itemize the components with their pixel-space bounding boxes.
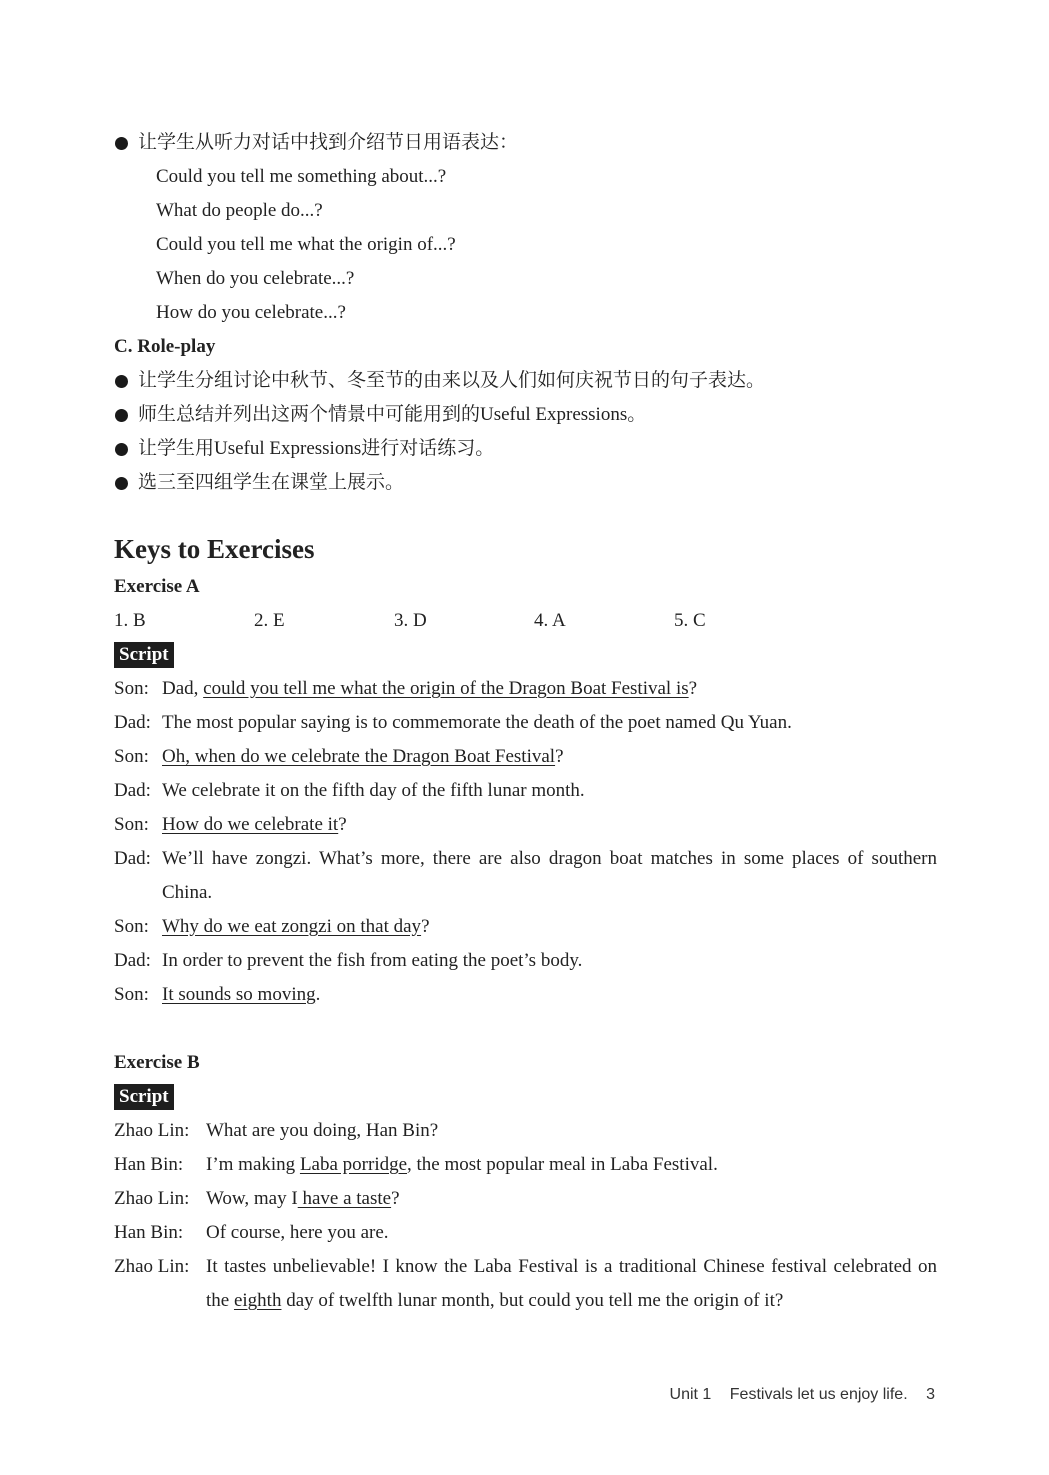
speaker: Dad:: [114, 780, 151, 801]
dialogue-text: [162, 910, 937, 944]
speaker: Son:: [114, 678, 149, 699]
phrase-2: What do people do...?: [156, 200, 323, 221]
text-segment: We celebrate it on the fifth day of the fifth lunar month.: [162, 780, 585, 801]
dialogue-text: [162, 740, 937, 774]
text-segment: We’ll have zongzi. What’s more, there are also dragon boat matches in some places of southern China.: [162, 848, 937, 903]
page-number: 3: [926, 1386, 935, 1403]
underlined-answer: eighth: [233, 1290, 282, 1311]
roleplay-item-2: 师生总结并列出这两个情景中可能用到的Useful Expressions。: [114, 398, 937, 432]
speaker: Han Bin:: [114, 1222, 184, 1243]
text-segment: ?: [338, 814, 347, 835]
roleplay-heading: C. Role-play: [114, 336, 216, 357]
bullet-intro: 让学生从听力对话中找到介绍节日用语表达：: [114, 126, 937, 160]
dialogue-line: [114, 910, 937, 944]
dialogue-line: [114, 1114, 937, 1148]
text-segment: Wow, may I: [206, 1188, 298, 1209]
phrase-4: When do you celebrate...?: [156, 268, 355, 289]
speaker: Dad:: [114, 848, 151, 869]
dialogue-line: [114, 706, 937, 740]
dialogue-line: [114, 1250, 937, 1318]
dialogue-a: [114, 672, 937, 1012]
phrase-3: Could you tell me what the origin of...?: [156, 234, 456, 255]
underlined-answer: How do we celebrate it: [162, 814, 339, 835]
speaker: Zhao Lin:: [114, 1256, 190, 1277]
dialogue-text: [162, 672, 937, 706]
page-footer: [670, 1386, 935, 1404]
dialogue-line: [114, 1182, 937, 1216]
underlined-answer: have a taste: [297, 1188, 392, 1209]
answer-3: 3. D: [394, 610, 427, 631]
dialogue-text: [162, 706, 937, 740]
text-segment: , the most popular meal in Laba Festival.: [407, 1154, 718, 1175]
speaker: Zhao Lin:: [114, 1188, 190, 1209]
script-label-b: Script: [114, 1084, 174, 1110]
dialogue-text: [206, 1216, 937, 1250]
dialogue-text: [162, 842, 937, 910]
text-segment: It tastes unbelievable! I know the Laba Festival is a traditional Chinese festival celebrated on the: [206, 1256, 937, 1311]
roleplay-item-3: 让学生用Useful Expressions进行对话练习。: [114, 432, 937, 466]
answer-2: 2. E: [254, 610, 285, 631]
text-segment: ?: [391, 1188, 400, 1209]
answer-5: 5. C: [674, 610, 706, 631]
underlined-answer: could you tell me what the origin of the Dragon Boat Festival is: [203, 678, 689, 699]
text-segment: day of twelfth lunar month, but could you tell me the origin of it?: [281, 1290, 784, 1311]
text-segment: Dad,: [162, 678, 204, 699]
dialogue-line: [114, 842, 937, 910]
dialogue-line: [114, 808, 937, 842]
dialogue-text: [162, 978, 937, 1012]
text-segment: In order to prevent the fish from eating the poet’s body.: [162, 950, 583, 971]
speaker: Dad:: [114, 950, 151, 971]
speaker: Son:: [114, 814, 149, 835]
dialogue-text: [206, 1182, 937, 1216]
document-page: [114, 126, 937, 1318]
speaker: Han Bin:: [114, 1154, 184, 1175]
dialogue-line: [114, 944, 937, 978]
exercise-b-title: Exercise B: [114, 1052, 200, 1073]
dialogue-b: [114, 1114, 937, 1318]
speaker: Zhao Lin:: [114, 1120, 190, 1141]
exercise-a-answers: [114, 604, 937, 638]
phrase-1: Could you tell me something about...?: [156, 166, 447, 187]
underlined-answer: Laba porridge: [299, 1154, 408, 1175]
dialogue-text: [162, 774, 937, 808]
roleplay-item-1: 让学生分组讨论中秋节、冬至节的由来以及人们如何庆祝节日的句子表达。: [114, 364, 937, 398]
exercise-a-title: Exercise A: [114, 576, 200, 597]
roleplay-item-4: 选三至四组学生在课堂上展示。: [114, 466, 937, 500]
dialogue-text: [162, 944, 937, 978]
phrase-5: How do you celebrate...?: [156, 302, 346, 323]
dialogue-text: [206, 1114, 937, 1148]
text-segment: ?: [555, 746, 564, 767]
dialogue-text: [162, 808, 937, 842]
footer-unit: Unit 1: [669, 1386, 712, 1403]
keys-heading: Keys to Exercises: [114, 534, 315, 564]
dialogue-line: [114, 740, 937, 774]
text-segment: ?: [421, 916, 430, 937]
text-segment: ?: [688, 678, 698, 699]
answer-4: 4. A: [534, 610, 566, 631]
speaker: Son:: [114, 916, 149, 937]
text-segment: The most popular saying is to commemorate the death of the poet named Qu Yuan.: [162, 712, 792, 733]
text-segment: What are you doing, Han Bin?: [206, 1120, 439, 1141]
speaker: Son:: [114, 746, 149, 767]
dialogue-line: [114, 774, 937, 808]
script-label-a: Script: [114, 642, 174, 668]
dialogue-line: [114, 978, 937, 1012]
footer-title: Festivals let us enjoy life.: [729, 1386, 908, 1403]
text-segment: I’m making: [206, 1154, 300, 1175]
speaker: Dad:: [114, 712, 151, 733]
text-segment: Of course, here you are.: [206, 1222, 389, 1243]
underlined-answer: It sounds so moving: [162, 984, 316, 1005]
dialogue-text: [206, 1148, 937, 1182]
dialogue-line: [114, 672, 937, 706]
answer-1: 1. B: [114, 610, 146, 631]
underlined-answer: Why do we eat zongzi on that day: [162, 916, 422, 937]
dialogue-text: [206, 1250, 937, 1318]
text-segment: .: [315, 984, 321, 1005]
dialogue-line: [114, 1148, 937, 1182]
speaker: Son:: [114, 984, 149, 1005]
dialogue-line: [114, 1216, 937, 1250]
underlined-answer: Oh, when do we celebrate the Dragon Boat Festival: [162, 746, 556, 767]
